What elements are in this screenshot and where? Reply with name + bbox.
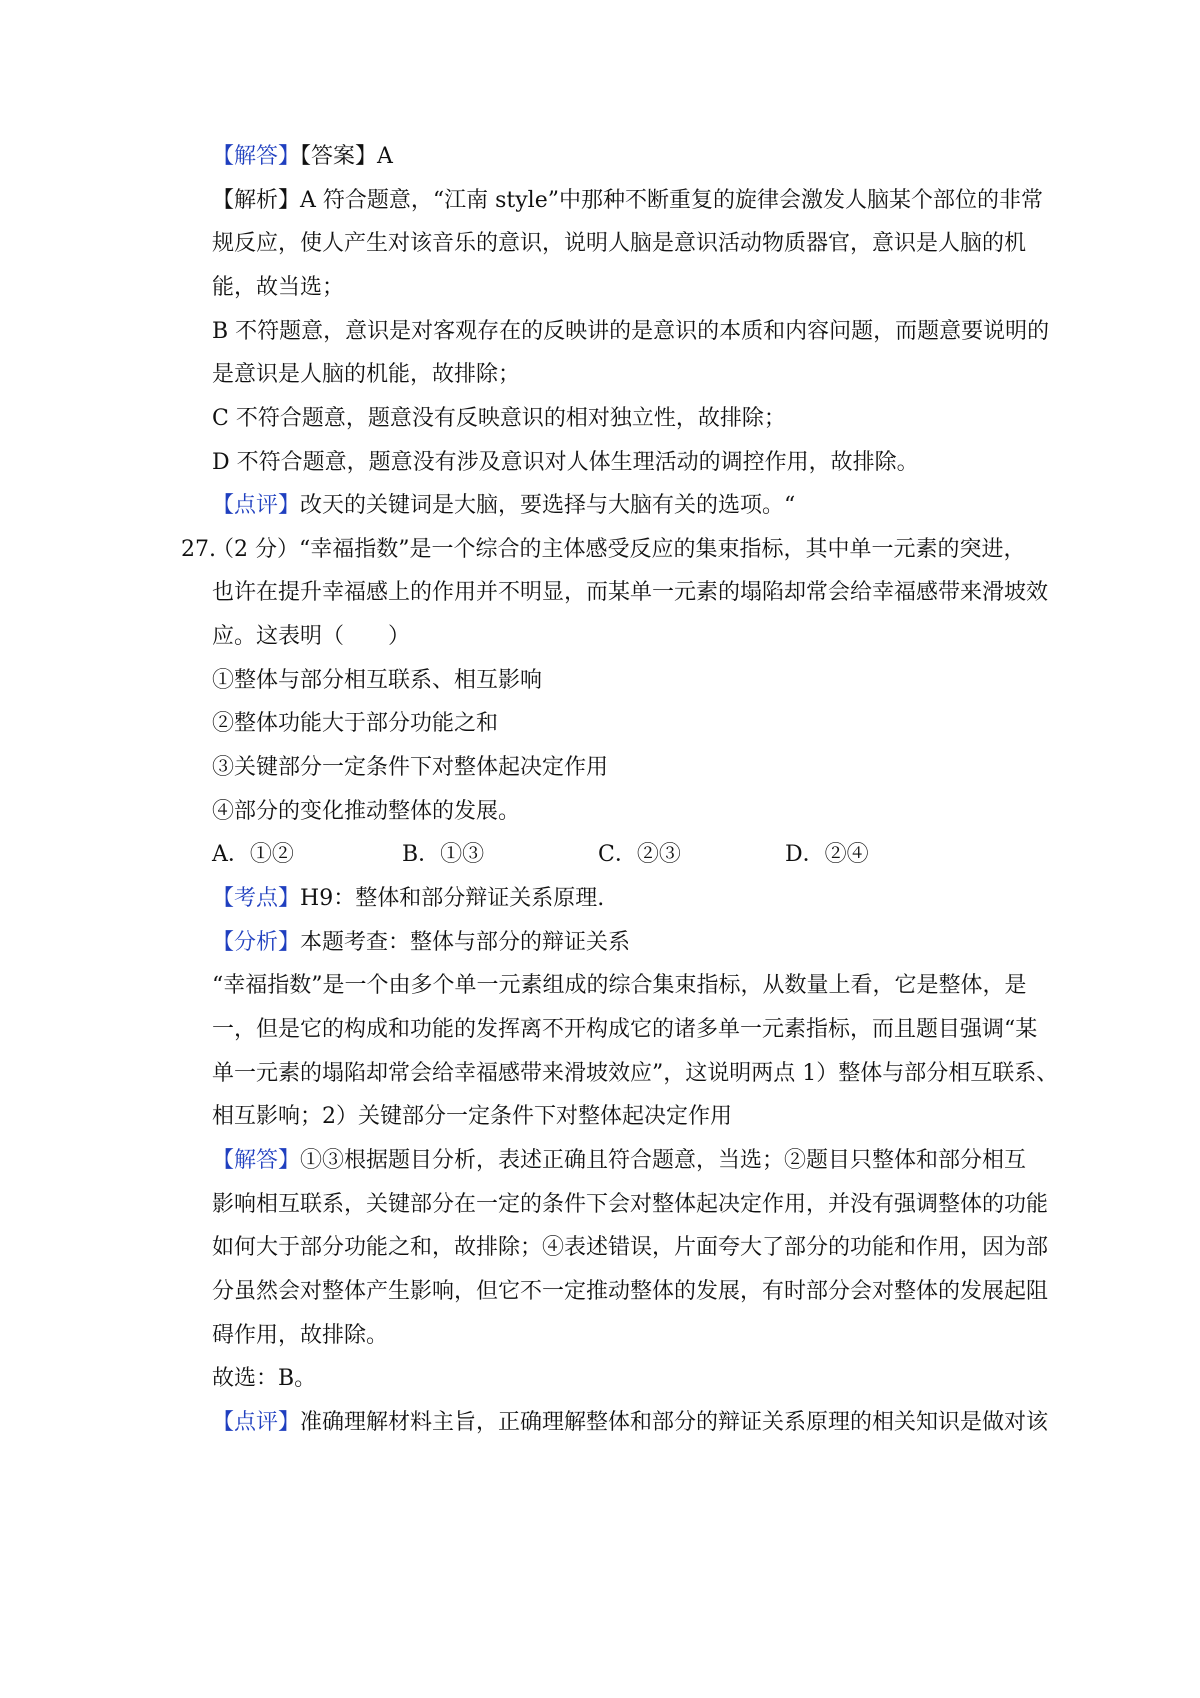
comment-tag: 【点评】 xyxy=(212,493,301,518)
analysis-body-line: 单一元素的塌陷却常会给幸福感带来滑坡效应”，这说明两点 1）整体与部分相互联系、 xyxy=(212,1061,1059,1086)
solution-body-line: 分虽然会对整体产生影响，但它不一定推动整体的发展，有时部分会对整体的发展起阻 xyxy=(212,1279,1049,1304)
answer-tag: 【解答】 xyxy=(212,144,301,169)
explanation-line: 能，故当选； xyxy=(212,275,345,300)
solution-text: ①③根据题目分析，表述正确且符合题意，当选；②题目只整体和部分相互 xyxy=(300,1148,1027,1173)
solution-line xyxy=(212,1146,1032,1176)
explanation-line: D 不符合题意，题意没有涉及意识对人体生理活动的调控作用，故排除。 xyxy=(212,450,919,475)
knowledge-point-tag: 【考点】 xyxy=(212,886,301,911)
solution-body-line: 碍作用，故排除。 xyxy=(212,1323,389,1348)
statement-1: ①整体与部分相互联系、相互影响 xyxy=(212,668,543,693)
comment-line-2 xyxy=(212,1408,1049,1438)
analysis-line xyxy=(212,928,1032,958)
explanation-line: 规反应，使人产生对该音乐的意识，说明人脑是意识活动物质器官，意识是人脑的机 xyxy=(212,231,1027,256)
statement-4: ④部分的变化推动整体的发展。 xyxy=(212,799,521,824)
statement-3: ③关键部分一定条件下对整体起决定作用 xyxy=(212,755,609,780)
explanation-line: B 不符题意，意识是对客观存在的反映讲的是意识的本质和内容问题，而题意要说明的 xyxy=(212,319,1050,344)
solution-body-line: 如何大于部分功能之和，故排除；④表述错误，片面夸大了部分的功能和作用，因为部 xyxy=(212,1235,1049,1260)
solution-body-line: 影响相互联系，关键部分在一定的条件下会对整体起决定作用，并没有强调整体的功能 xyxy=(212,1192,1049,1217)
comment-text-2: 准确理解材料主旨，正确理解整体和部分的辩证关系原理的相关知识是做对该 xyxy=(300,1410,1049,1435)
knowledge-point-line xyxy=(212,884,1032,914)
comment-tag-2: 【点评】 xyxy=(212,1410,301,1435)
answer-text: 【答案】A xyxy=(300,144,393,169)
question-stem-line: 也许在提升幸福感上的作用并不明显，而某单一元素的塌陷却常会给幸福感带来滑坡效 xyxy=(212,580,1049,605)
question-stem-line: 应。这表明（ ） xyxy=(212,624,411,649)
analysis-body-line: 相互影响；2）关键部分一定条件下对整体起决定作用 xyxy=(212,1104,732,1129)
explanation-line: 是意识是人脑的机能，故排除； xyxy=(212,362,521,387)
solution-tag: 【解答】 xyxy=(212,1148,301,1173)
analysis-body-line: 一，但是它的构成和功能的发挥离不开构成它的诸多单一元素指标，而且题目强调“某 xyxy=(212,1017,1038,1042)
comment-text: 改天的关键词是大脑，要选择与大脑有关的选项。“ xyxy=(300,493,796,518)
explanation-line: C 不符合题意，题意没有反映意识的相对独立性，故排除； xyxy=(212,406,786,431)
option-d: D．②④ xyxy=(785,842,869,867)
final-answer-line: 故选：B。 xyxy=(212,1366,317,1391)
option-a: A．①② xyxy=(212,842,294,867)
option-c: C．②③ xyxy=(598,842,681,867)
answer-line xyxy=(212,142,1032,172)
option-b: B．①③ xyxy=(402,842,485,867)
question-number: 27. xyxy=(181,537,216,562)
question-stem-line: （2 分）“幸福指数”是一个综合的主体感受反应的集束指标，其中单一元素的突进， xyxy=(212,537,1026,562)
analysis-text: 本题考查：整体与部分的辩证关系 xyxy=(300,930,631,955)
knowledge-point-text: H9：整体和部分辩证关系原理. xyxy=(300,886,605,911)
statement-2: ②整体功能大于部分功能之和 xyxy=(212,711,499,736)
analysis-tag: 【分析】 xyxy=(212,930,301,955)
explanation-line: 【解析】A 符合题意，“江南 style”中那种不断重复的旋律会激发人脑某个部位的非常 xyxy=(212,188,1043,213)
comment-line xyxy=(212,491,1032,521)
analysis-body-line: “幸福指数”是一个由多个单一元素组成的综合集束指标，从数量上看，它是整体，是 xyxy=(212,973,1027,998)
